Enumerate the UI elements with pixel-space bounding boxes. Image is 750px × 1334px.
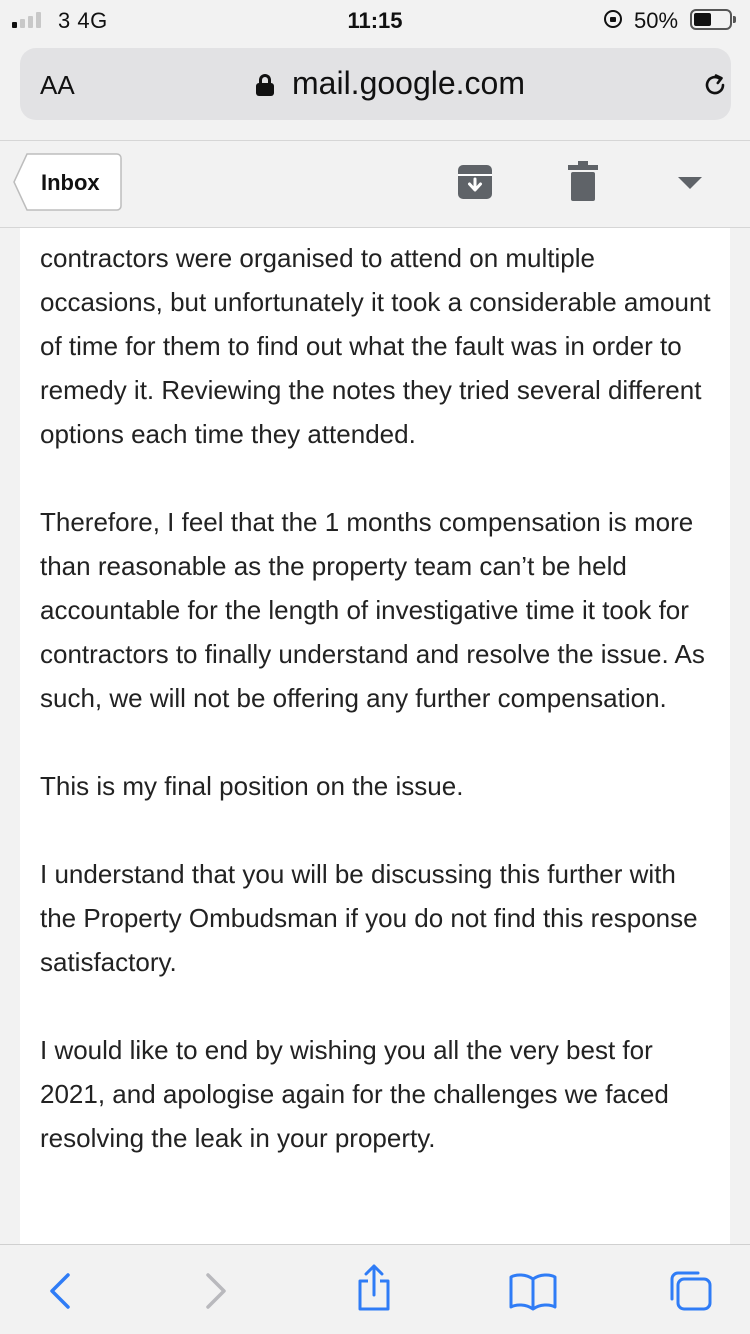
lock-icon	[256, 74, 274, 96]
message-paragraph: This is my final position on the issue.	[40, 771, 464, 801]
bookmarks-icon[interactable]	[508, 1269, 558, 1313]
tabs-icon[interactable]	[666, 1269, 714, 1313]
carrier-label: 3 4G	[58, 8, 108, 33]
message-paragraph: contractors were organised to attend on multiple occasions, but unfortunately it took a considerable amount of time for them to find out what the fault was in order to remedy it. Reviewing the notes they tried several different options each time they attended.	[40, 243, 711, 449]
message-paragraph: Therefore, I feel that the 1 months compensation is more than reasonable as the property team can’t be held accountable for the length of investigative time it took for contractors to finally understand and resolve the issue. As such, we will not be offering any further compensation.	[40, 507, 705, 713]
message-paragraph: I understand that you will be discussing this further with the Property Ombudsman if you do not find this response satisfactory.	[40, 859, 698, 977]
share-icon[interactable]	[354, 1263, 394, 1313]
battery-percentage: 50%	[634, 8, 679, 33]
battery-icon	[690, 9, 732, 30]
forward-icon	[196, 1269, 236, 1313]
address-bar[interactable]	[20, 48, 731, 120]
trash-icon[interactable]	[568, 161, 598, 201]
archive-icon[interactable]	[458, 165, 492, 199]
back-icon[interactable]	[40, 1269, 80, 1313]
status-time: 11:15	[347, 8, 403, 33]
message-paragraph: I would like to end by wishing you all the very best for 2021, and apologise again for the challenges we faced resolving the leak in your property.	[40, 1035, 669, 1153]
back-button-label: Inbox	[41, 170, 100, 195]
status-bar	[0, 0, 750, 40]
reload-icon[interactable]	[702, 72, 728, 98]
back-to-inbox-button[interactable]	[13, 153, 122, 211]
mail-toolbar	[0, 140, 750, 228]
text-size-button[interactable]: AA	[40, 70, 75, 100]
url-text[interactable]: mail.google.com	[292, 65, 525, 101]
browser-bottom-bar	[0, 1244, 750, 1334]
orientation-lock-icon	[604, 10, 622, 28]
more-options-icon[interactable]	[678, 177, 702, 191]
message-body	[20, 228, 730, 1244]
